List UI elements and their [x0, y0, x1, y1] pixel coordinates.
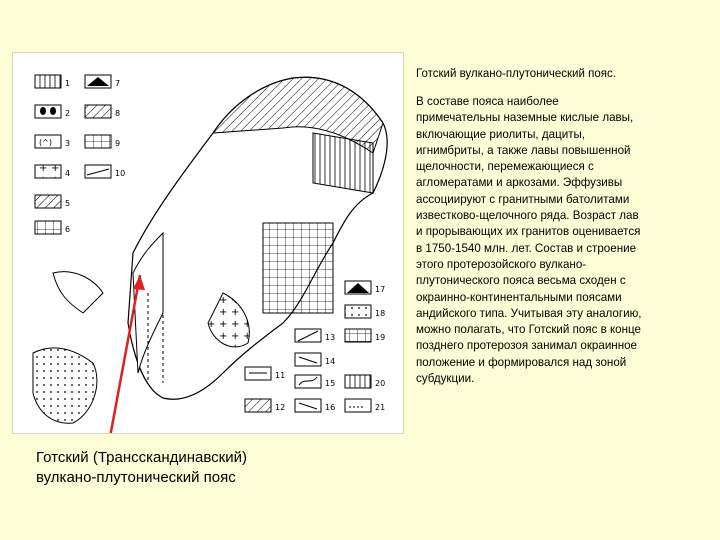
- svg-text:5: 5: [65, 199, 71, 208]
- svg-text:15: 15: [325, 379, 336, 388]
- svg-text:1: 1: [65, 79, 71, 88]
- legend-item-15: [295, 375, 335, 388]
- svg-text:13: 13: [325, 333, 336, 342]
- description-line: андийского типа. Учитывая эту аналогию,: [416, 306, 642, 320]
- legend-item-12: [245, 399, 285, 412]
- legend-middle: [85, 75, 125, 178]
- svg-text:10: 10: [115, 169, 126, 178]
- description-line: и прорывающих их гранитов оценивается: [416, 225, 641, 239]
- svg-text:20: 20: [375, 379, 386, 388]
- svg-text:7: 7: [115, 79, 121, 88]
- svg-text:19: 19: [375, 333, 386, 342]
- svg-text:6: 6: [65, 225, 71, 234]
- legend-item-4: [35, 165, 70, 178]
- caption-line: Готский (Трансскандинавский): [36, 449, 247, 466]
- map-landmass: [33, 77, 387, 423]
- legend-item-20: [345, 375, 385, 388]
- geological-map: [12, 52, 404, 434]
- legend-item-5: [35, 195, 70, 208]
- legend-item-10: [85, 165, 125, 178]
- legend-item-8: [85, 105, 120, 118]
- legend-item-16: [295, 399, 335, 412]
- legend-item-18: [345, 305, 385, 318]
- svg-text:2: 2: [65, 109, 71, 118]
- svg-text:17: 17: [375, 285, 386, 294]
- description-line: щелочности, перемежающиеся с: [416, 160, 594, 174]
- description-line: примечательны наземные кислые лавы,: [416, 111, 634, 125]
- legend-item-17: [345, 281, 385, 294]
- svg-text:9: 9: [115, 139, 121, 148]
- legend-item-2: [35, 105, 70, 118]
- map-caption: [36, 448, 247, 488]
- description-line: В составе пояса наиболее: [416, 95, 559, 108]
- description-line: этого протерозойского вулкано-: [416, 257, 587, 271]
- svg-text:18: 18: [375, 309, 386, 318]
- svg-text:14: 14: [325, 357, 336, 366]
- svg-text:16: 16: [325, 403, 336, 412]
- description-line: включающие риолиты, дациты,: [416, 127, 586, 141]
- legend-item-7: [85, 75, 120, 88]
- description-text: [416, 94, 716, 387]
- description-line: ассоциируют с гранитными батолитами: [416, 192, 630, 206]
- svg-text:3: 3: [65, 139, 71, 148]
- section-heading: Готский вулкано-плутонический пояс.: [416, 68, 616, 80]
- legend-item-1: [35, 75, 70, 88]
- description-line: позднего протерозоя занимал окраинное: [416, 339, 637, 353]
- svg-text:(^): (^): [39, 138, 52, 147]
- description-line: положение и формировался над зоной: [416, 355, 627, 369]
- description-line: в 1750-1540 млн. лет. Состав и строение: [416, 241, 637, 255]
- svg-text:21: 21: [375, 403, 386, 412]
- description-line: окраинно-континентальными поясами: [416, 290, 622, 304]
- description-line: агломератами и аркозами. Эффузивы: [416, 176, 623, 190]
- description-line: известково-щелочного ряда. Возраст лав: [416, 209, 639, 223]
- legend-item-11: [245, 367, 285, 380]
- legend-left: [35, 75, 70, 234]
- legend-item-3: [35, 135, 70, 148]
- svg-text:12: 12: [275, 403, 286, 412]
- legend-item-14: [295, 353, 335, 366]
- legend-item-9: [85, 135, 120, 148]
- svg-text:8: 8: [115, 109, 121, 118]
- description-line: плутонического пояса весьма сходен с: [416, 274, 626, 288]
- caption-line: вулкано-плутонический пояс: [36, 469, 236, 486]
- svg-text:4: 4: [65, 169, 71, 178]
- legend-item-21: [345, 399, 385, 412]
- geological-map-drawing: [13, 53, 403, 433]
- svg-text:11: 11: [275, 371, 286, 380]
- legend-item-13: [295, 329, 335, 342]
- description-line: можно полагать, что Готский пояс в конце: [416, 323, 641, 337]
- legend-item-19: [345, 329, 385, 342]
- legend-item-6: [35, 221, 70, 234]
- description-line: игнимбриты, а также лавы повышенной: [416, 143, 631, 157]
- description-line: субдукции.: [416, 372, 475, 386]
